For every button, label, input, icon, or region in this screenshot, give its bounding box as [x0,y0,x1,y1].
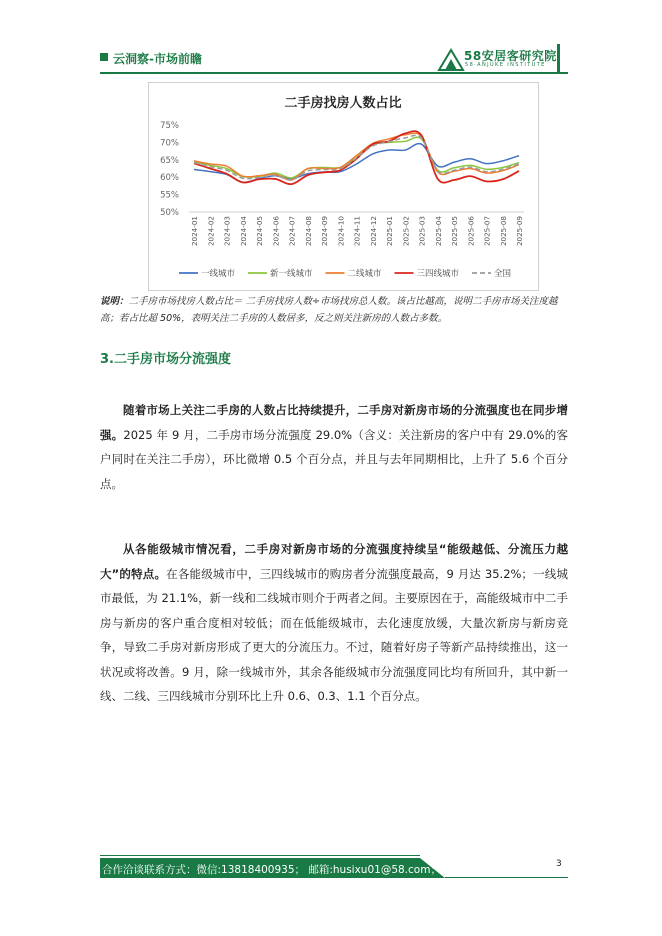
series-line [194,133,519,180]
line-chart [149,83,538,290]
x-tick-label: 2024-10 [336,216,346,247]
header-title: 云洞察-市场前瞻 [113,52,202,66]
series-line [194,135,519,180]
x-tick-label: 2024-12 [368,216,378,247]
paragraph-2-lead: 从各能级城市情况看，二手房对新房市场的分流强度持续呈“能级越低、分流压力越大”的特点。 [100,542,568,581]
x-tick-label: 2024-08 [303,216,313,247]
x-tick-label: 2024-02 [206,216,216,247]
header-rule [100,72,568,74]
paragraph-1-body: 2025 年 9 月，二手房市场分流强度 29.0%（含义：关注新房的客户中有 29.0%的客户同时在关注二手房），环比微增 0.5 个百分点，并且与去年同期相比，上升了 5.6 个百分点。 [100,427,568,491]
legend-label: 新一线城市 [270,269,313,279]
x-tick-label: 2025-09 [515,216,524,247]
paragraph-2 [100,537,568,709]
y-tick-label: 75% [160,121,179,131]
x-tick-label: 2025-02 [401,216,411,247]
y-tick-label: 50% [160,208,179,218]
y-tick-label: 70% [160,138,179,149]
x-tick-label: 2025-07 [482,216,492,247]
x-tick-label: 2025-05 [450,216,459,247]
x-tick-label: 2024-09 [320,216,329,247]
x-tick-label: 2025-03 [417,216,427,247]
x-tick-label: 2025-06 [466,216,476,247]
x-tick-label: 2024-04 [238,216,248,247]
note-label: 说明： [100,296,129,307]
x-tick-label: 2024-06 [271,216,281,247]
header-square-icon [100,53,108,61]
y-tick-label: 60% [160,173,179,184]
x-tick-label: 2024-11 [352,216,362,247]
x-tick-label: 2025-01 [385,216,394,247]
x-tick-label: 2025-08 [498,216,508,247]
paragraph-1-lead: 随着市场上关注二手房的人数占比持续提升，二手房对新房市场的分流强度也在同步增强。 [100,403,568,442]
x-tick-label: 2024-05 [255,216,264,247]
paragraph-1 [100,398,568,496]
chart-note [100,293,568,327]
x-tick-label: 2024-03 [222,216,232,247]
y-tick-label: 65% [160,155,179,166]
chart-container [148,82,539,291]
note-text: 二手房市场找房人数占比＝ 二手房找房人数÷市场找房总人数。该占比越高，说明二手房市场关注度越高；若占比超 50%，表明关注二手房的人数居多，反之则关注新房的人数占多数。 [100,296,558,324]
legend-label: 一线城市 [201,269,236,279]
legend-label: 三四线城市 [416,269,460,279]
y-tick-label: 55% [160,190,179,201]
legend-label: 二线城市 [347,269,382,279]
paragraph-2-body: 在各能级城市中，三四线城市的购房者分流强度最高，9 月达 35.2%；一线城市最低，为 21.1%，新一线和二线城市则介于两者之间。主要原因在于，高能级城市中二手房与新房的客户重合度相对较低；而在低能级城市，去化速度放缓，大量次新房与新房竞争，导致二手房对新房形成了更大的分流压力。不过，随着好房子等新产品持续推出，这一状况或将改善。9 月，除一线城市外，其余各能级城市分流强度同比均有所回升，其中新一线、二线、三四线城市分别环比上升 0.6、0.3、1.1 个百分点。 [100,566,568,703]
footer-contact: 合作洽谈联系方式：微信:13818400935； 邮箱:husixu01@58.com； [102,864,441,876]
logo-bar [557,44,560,72]
logo-subtext: 58·ANJUKE INSTITUTE [465,62,546,68]
x-tick-label: 2024-07 [287,216,297,247]
logo-text: 58安居客研究院 [464,49,557,63]
section-title: 3.二手房市场分流强度 [100,352,231,367]
x-tick-label: 2024-01 [190,216,199,247]
page-number: 3 [556,859,562,869]
legend-label: 全国 [494,269,512,279]
x-tick-label: 2025-04 [433,216,443,247]
chart-title: 二手房找房人数占比 [284,96,402,111]
